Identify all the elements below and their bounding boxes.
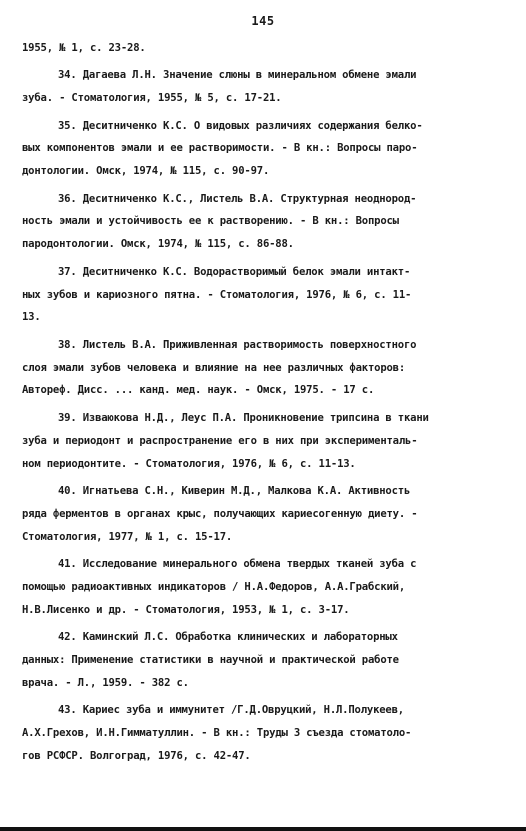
reference-42-line: 42. Каминский Л.С. Обработка клинических и лабораторных (58, 631, 398, 643)
text-line: Н.В.Лисенко и др. - Стоматология, 1953, № 1, с. 3-17. (22, 604, 350, 616)
text-line: Автореф. Дисс. ... канд. мед. наук. - Омск, 1975. - 17 с. (22, 384, 375, 396)
reference-41-line: 41. Исследование минерального обмена твердых тканей зуба с (58, 558, 417, 570)
reference-35-line: 35. Деситниченко К.С. О видовых различиях содержания белко- (58, 120, 423, 132)
text-line: Стоматология, 1977, № 1, с. 15-17. (22, 531, 233, 543)
text-line: ных зубов и кариозного пятна. - Стоматология, 1976, № 6, с. 11- (22, 289, 412, 301)
text-line: донтологии. Омск, 1974, № 115, с. 90-97. (22, 165, 270, 177)
text-line: ряда ферментов в органах крыс, получающих кариесогенную диету. - (22, 508, 418, 520)
reference-43-line: 43. Кариес зуба и иммунитет /Г.Д.Овруцкий, Н.Л.Полукеев, (58, 704, 404, 716)
reference-38-line: 38. Листель В.А. Приживленная растворимость поверхностного (58, 339, 417, 351)
text-line: 1955, № 1, с. 23-28. (22, 42, 146, 54)
text-line: данных: Применение статистики в научной и практической работе (22, 654, 399, 666)
reference-39-line: 39. Изваюкова Н.Д., Леус П.А. Проникновение трипсина в ткани (58, 412, 429, 424)
text-line: зуба. - Стоматология, 1955, № 5, с. 17-21. (22, 92, 282, 104)
reference-40-line: 40. Игнатьева С.Н., Киверин М.Д., Малкова К.А. Активность (58, 485, 411, 497)
text-line: врача. - Л., 1959. - 382 с. (22, 677, 189, 689)
text-line: ность эмали и устойчивость ее к растворению. - В кн.: Вопросы (22, 215, 399, 227)
text-line: помощью радиоактивных индикаторов / Н.А.Федоров, А.А.Грабский, (22, 581, 406, 593)
text-line: пародонтологии. Омск, 1974, № 115, с. 86-88. (22, 238, 294, 250)
text-line: зуба и периодонт и распространение его в них при эксперименталь- (22, 435, 418, 447)
reference-37-line: 37. Деситниченко К.С. Водорастворимый белок эмали интакт- (58, 266, 411, 278)
bottom-border (0, 827, 526, 831)
text-line: 13. (22, 311, 41, 323)
reference-34-line: 34. Дагаева Л.Н. Значение слюны в минеральном обмене эмали (58, 69, 417, 81)
text-line: ном периодонтите. - Стоматология, 1976, № 6, с. 11-13. (22, 458, 356, 470)
text-line: слоя эмали зубов человека и влияние на нее различных факторов: (22, 362, 406, 374)
text-line: вых компонентов эмали и ее растворимости. - В кн.: Вопросы паро- (22, 142, 418, 154)
text-line: гов РСФСР. Волгоград, 1976, с. 42-47. (22, 750, 251, 762)
page-number: 145 (251, 14, 275, 28)
text-line: А.Х.Грехов, И.Н.Гимматуллин. - В кн.: Труды 3 съезда стоматоло- (22, 727, 412, 739)
reference-36-line: 36. Деситниченко К.С., Листель В.А. Структурная неоднород- (58, 193, 417, 205)
